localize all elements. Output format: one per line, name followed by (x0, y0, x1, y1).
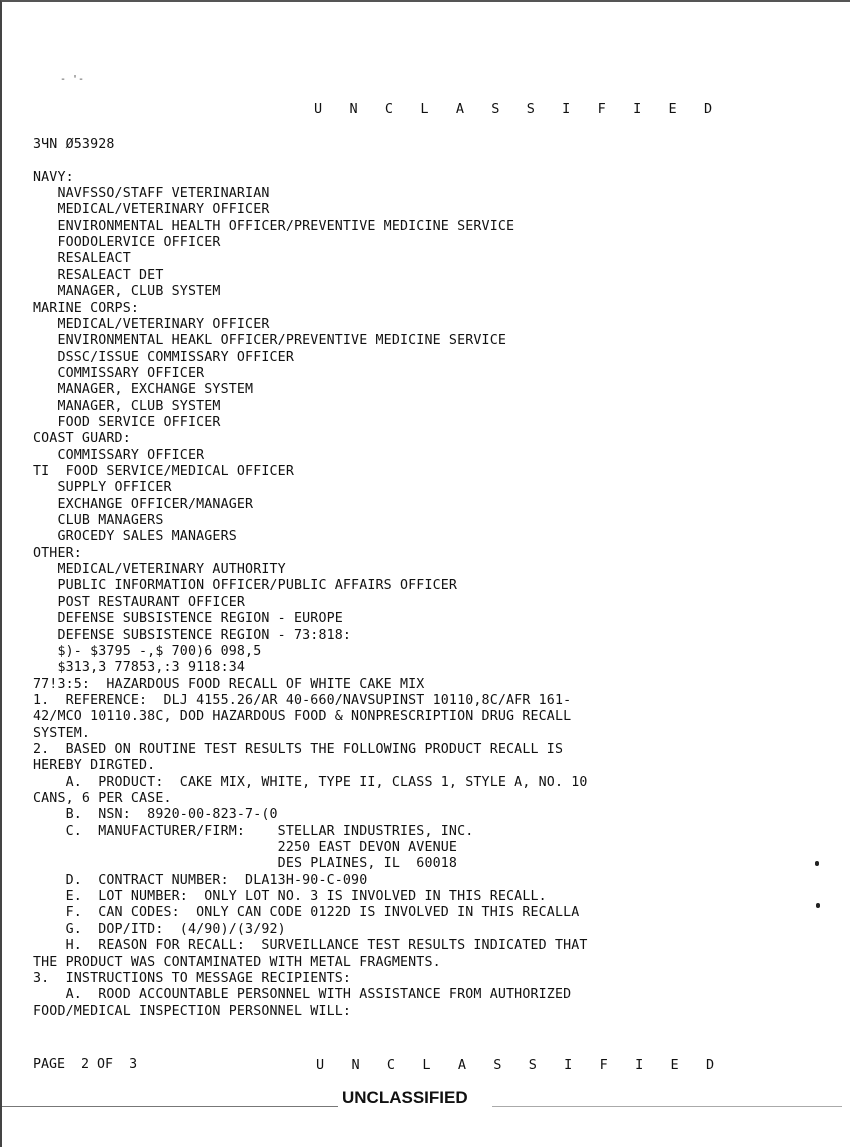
classification-banner-top: U N C L A S S I F I E D (314, 101, 722, 117)
message-line: NAVFSSO/STAFF VETERINARIAN (33, 186, 270, 202)
message-line: B. NSN: 8920-00-823-7-(0 (33, 807, 278, 823)
message-line: 2. BASED ON ROUTINE TEST RESULTS THE FOLLOWING PRODUCT RECALL IS (33, 741, 564, 757)
message-line: FOODOLERVICE OFFICER (33, 235, 221, 251)
message-line: OTHER: (33, 545, 82, 561)
message-line: CLUB MANAGERS (33, 513, 164, 529)
message-line: $)- $3795 -,$ 700)6 098,5 (33, 643, 262, 659)
message-line: 3. INSTRUCTIONS TO MESSAGE RECIPIENTS: (33, 970, 352, 986)
message-line: DEFENSE SUBSISTENCE REGION - 73:818: (33, 627, 352, 643)
classification-banner-bottom: U N C L A S S I F I E D (316, 1057, 724, 1073)
scan-speck (816, 903, 820, 908)
unclassified-stamp: UNCLASSIFIED (342, 1088, 468, 1107)
message-line: CANS, 6 PER CASE. (33, 791, 172, 806)
message-line: E. LOT NUMBER: ONLY LOT NO. 3 IS INVOLVED IN THIS RECALL. (33, 889, 547, 905)
message-line: TI FOOD SERVICE/MEDICAL OFFICER (33, 464, 294, 479)
message-line: EXCHANGE OFFICER/MANAGER (33, 496, 254, 512)
message-line: NAVY: (33, 169, 74, 185)
message-line: MEDICAL/VETERINARY OFFICER (33, 202, 270, 218)
message-line: H. REASON FOR RECALL: SURVEILLANCE TEST RESULTS INDICATED THAT (33, 938, 588, 954)
message-line: DES PLAINES, IL 60018 (33, 856, 458, 872)
message-line: DSSC/ISSUE COMMISSARY OFFICER (33, 349, 294, 365)
message-line: COAST GUARD: (33, 431, 131, 447)
message-line: PUBLIC INFORMATION OFFICER/PUBLIC AFFAIRS OFFICER (33, 578, 458, 594)
message-line: RESALEACT DET (33, 267, 164, 283)
message-line: 77!3:5: HAZARDOUS FOOD RECALL OF WHITE CAKE MIX (33, 676, 425, 692)
message-line: COMMISSARY OFFICER (33, 365, 205, 381)
message-line: MANAGER, CLUB SYSTEM (33, 284, 221, 300)
message-line: 1. REFERENCE: DLJ 4155.26/AR 40-660/NAVSUPINST 10110,8C/AFR 161- (33, 692, 572, 708)
message-line: G. DOP/ITD: (4/90)/(3/92) (33, 921, 286, 937)
footer-rule-left (2, 1106, 338, 1107)
message-line: SYSTEM. (33, 725, 91, 741)
message-line: ENVIRONMENTAL HEALTH OFFICER/PREVENTIVE MEDICINE SERVICE (33, 218, 515, 234)
message-line: ENVIRONMENTAL HEAKL OFFICER/PREVENTIVE MEDICINE SERVICE (33, 333, 507, 349)
message-line: A. ROOD ACCOUNTABLE PERSONNEL WITH ASSISTANCE FROM AUTHORIZED (33, 987, 572, 1003)
message-line: 2250 EAST DEVON AVENUE (33, 840, 458, 856)
message-line: F. CAN CODES: ONLY CAN CODE 0122D IS INVOLVED IN THIS RECALLA (33, 905, 580, 921)
scan-speck (815, 861, 819, 866)
message-line: HEREBY DIRGTED. (33, 758, 156, 774)
message-line: $313,3 77853,:3 9118:34 (33, 660, 246, 676)
message-line: GROCEDY SALES MANAGERS (33, 529, 237, 545)
message-line: MEDICAL/VETERINARY OFFICER (33, 316, 270, 332)
message-line: MARINE CORPS: (33, 300, 140, 316)
message-line: DEFENSE SUBSISTENCE REGION - EUROPE (33, 611, 343, 627)
message-line: A. PRODUCT: CAKE MIX, WHITE, TYPE II, CLASS 1, STYLE A, NO. 10 (33, 774, 588, 790)
message-line: FOOD/MEDICAL INSPECTION PERSONNEL WILL: (33, 1003, 352, 1019)
message-line: 42/MCO 10110.38C, DOD HAZARDOUS FOOD & NONPRESCRIPTION DRUG RECALL (33, 709, 572, 725)
footer-rule-right (492, 1106, 842, 1107)
page-number: PAGE 2 OF 3 (33, 1057, 138, 1072)
message-line: C. MANUFACTURER/FIRM: STELLAR INDUSTRIES, INC. (33, 823, 474, 839)
message-line: FOOD SERVICE OFFICER (33, 414, 221, 430)
message-line: MEDICAL/VETERINARY AUTHORITY (33, 562, 286, 578)
message-line: RESALEACT (33, 251, 131, 267)
message-line: COMMISSARY OFFICER (33, 447, 205, 463)
message-line: SUPPLY OFFICER (33, 480, 172, 496)
message-line: POST RESTAURANT OFFICER (33, 594, 246, 610)
message-line: MANAGER, CLUB SYSTEM (33, 398, 221, 414)
message-line: MANAGER, EXCHANGE SYSTEM (33, 382, 254, 398)
scan-marks: - '- (60, 74, 85, 85)
message-line: 3ЧN Ø53928 (33, 137, 115, 152)
message-line: D. CONTRACT NUMBER: DLA13H-90-C-090 (33, 872, 368, 888)
message-line: THE PRODUCT WAS CONTAMINATED WITH METAL FRAGMENTS. (33, 954, 441, 970)
